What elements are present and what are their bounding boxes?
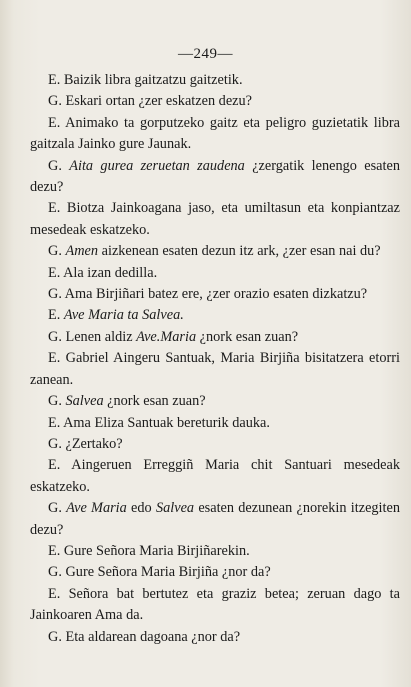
paragraph — [30, 541, 400, 562]
paragraph — [30, 284, 400, 305]
paragraph — [30, 327, 400, 348]
text-segment: E. Aingeruen Erreggiñ Maria chit Santuari mesedeak eskatzeko. — [30, 457, 400, 495]
paragraph — [30, 305, 400, 326]
paragraph — [30, 391, 400, 412]
catechism-text — [30, 70, 400, 648]
paragraph — [30, 627, 400, 648]
text-segment: E. Señora bat bertutez eta graziz betea; zeruan dago ta Jainkoaren Ama da. — [30, 585, 400, 624]
text-segment: G. — [48, 243, 66, 260]
paragraph — [30, 348, 400, 391]
paragraph — [30, 113, 400, 156]
text-segment: E. Animako ta gorputzeko gaitz eta peligro guzietatik libra gaitzala Jainko gure Jaunak. — [30, 114, 400, 153]
italic-text: Salvea — [155, 500, 195, 517]
text-segment: E. Gure Señora Maria Birjiñarekin. — [48, 542, 250, 559]
italic-text: Salvea — [65, 393, 104, 410]
italic-text: Amen — [65, 243, 99, 260]
italic-text: Aita gurea zeruetan zaudena — [69, 157, 245, 174]
italic-text: Ave.Maria — [136, 328, 197, 345]
text-segment: ¿zergatik lenengo esaten dezu? — [30, 157, 400, 196]
paragraph — [30, 434, 400, 455]
paragraph — [30, 241, 400, 262]
text-segment: G. — [48, 393, 66, 410]
paragraph — [30, 413, 400, 434]
italic-text: Ave Maria ta Salvea. — [63, 307, 184, 324]
text-segment: aizkenean esaten dezun itz ark, ¿zer esan nai du? — [98, 243, 381, 260]
text-segment: E. Ama Eliza Santuak bereturik dauka. — [48, 414, 270, 431]
paragraph — [30, 156, 400, 199]
text-segment: E. Biotza Jainkoagana jaso, eta umiltasun eta konpiantzaz mesedeak eskatzeko. — [30, 200, 400, 238]
text-segment: G. Eta aldarean dagoana ¿nor da? — [48, 628, 241, 645]
paragraph — [30, 70, 400, 91]
paragraph — [30, 91, 400, 112]
page-number: —249— — [178, 46, 233, 62]
text-segment: G. Eskari ortan ¿zer eskatzen dezu? — [48, 93, 253, 110]
paragraph — [30, 263, 400, 284]
paragraph — [30, 498, 400, 541]
text-segment: G. — [48, 157, 70, 174]
text-segment: E. — [48, 307, 64, 324]
text-segment: esaten dezunean ¿norekin itzegiten dezu? — [30, 500, 401, 538]
italic-text: Ave Maria — [66, 500, 127, 517]
text-segment: E. Baizik libra gaitzatzu gaitzetik. — [48, 72, 243, 88]
paragraph — [30, 198, 400, 241]
text-segment: G. Ama Birjiñari batez ere, ¿zer orazio esaten dizkatzu? — [48, 286, 368, 303]
text-segment: edo — [126, 500, 156, 517]
text-segment: E. Ala izan dedilla. — [48, 264, 158, 281]
paragraph — [30, 562, 400, 583]
text-segment: ¿nork esan zuan? — [103, 393, 206, 410]
text-segment: G. — [48, 500, 67, 517]
text-segment: ¿nork esan zuan? — [196, 328, 299, 345]
text-segment: G. Gure Señora Maria Birjiña ¿nor da? — [48, 564, 271, 581]
paragraph — [30, 455, 400, 498]
text-segment: G. Lenen aldiz — [48, 328, 137, 345]
text-segment: E. Gabriel Aingeru Santuak, Maria Birjiña bisitatzera etorri zanean. — [30, 350, 400, 388]
text-segment: G. ¿Zertako? — [48, 435, 123, 452]
paragraph — [30, 584, 400, 627]
